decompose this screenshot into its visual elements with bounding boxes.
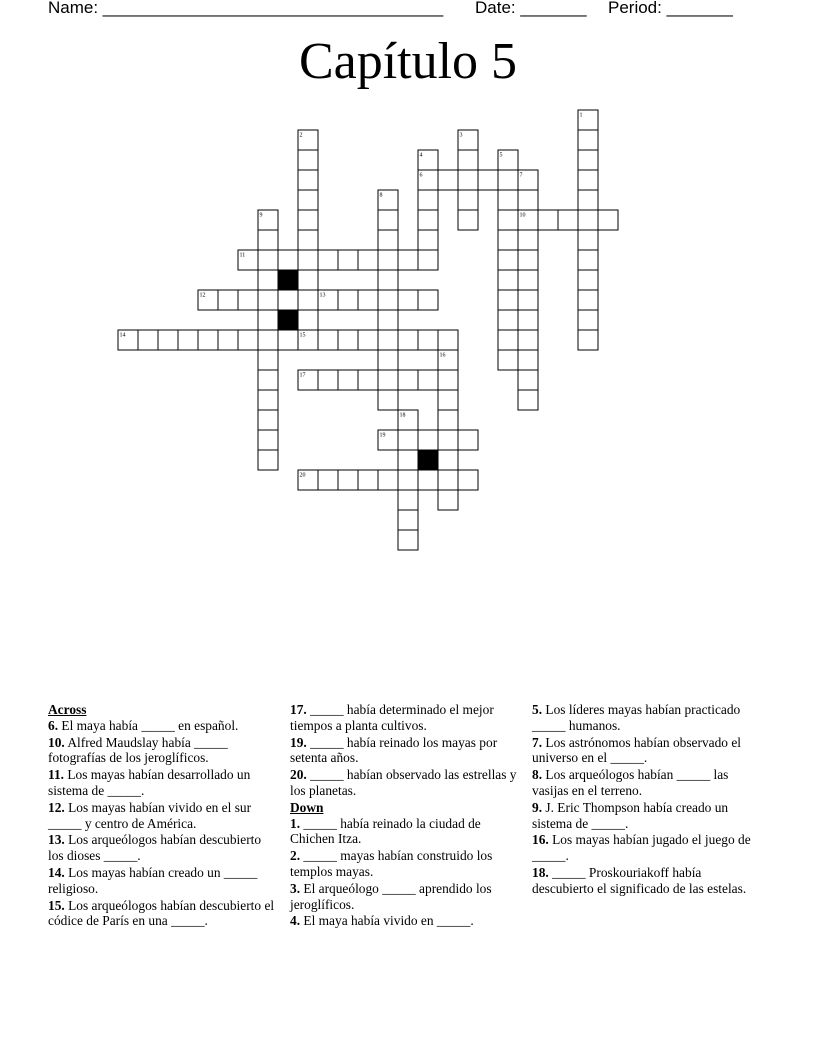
clue-number: 19. [290, 734, 307, 750]
crossword-cell[interactable] [338, 330, 358, 350]
crossword-cell[interactable] [418, 150, 438, 170]
crossword-cell[interactable] [258, 330, 278, 350]
crossword-cell[interactable] [298, 270, 318, 290]
clue-text: _____ había reinado los mayas por setenta años. [290, 734, 498, 766]
cell-number: 18 [399, 412, 406, 419]
crossword-cell[interactable] [498, 170, 518, 190]
crossword-cell[interactable] [258, 250, 278, 270]
cell-number: 9 [259, 212, 263, 219]
crossword-cell[interactable] [338, 250, 358, 270]
crossword-cell[interactable] [498, 150, 518, 170]
crossword-cell[interactable] [398, 430, 418, 450]
crossword-cell[interactable] [498, 190, 518, 210]
crossword-cell[interactable] [398, 330, 418, 350]
clue-number: 6. [48, 717, 59, 733]
crossword-cell[interactable] [398, 370, 418, 390]
page-title: Capítulo 5 [298, 33, 518, 90]
crossword-cell[interactable] [578, 310, 598, 330]
crossword-cell[interactable] [378, 390, 398, 410]
crossword-cell[interactable] [518, 290, 538, 310]
clue-text: _____ había reinado la ciudad de Chichen Itza. [290, 815, 481, 847]
crossword-cell[interactable] [298, 470, 318, 490]
crossword-cell[interactable] [198, 290, 218, 310]
crossword-cell[interactable] [498, 250, 518, 270]
cell-number: 12 [199, 292, 206, 299]
clue-text: Los mayas habían jugado el juego de _____. [532, 832, 751, 864]
crossword-cell[interactable] [418, 370, 438, 390]
crossword-cell[interactable] [258, 370, 278, 390]
crossword-cell[interactable] [378, 210, 398, 230]
crossword-cell[interactable] [278, 250, 298, 270]
clue-number: 9. [532, 799, 543, 815]
down-clue-list-continued [532, 702, 764, 897]
clue-text: Los arqueólogos habían descubierto los dioses _____. [48, 832, 262, 864]
cell-number: 13 [319, 292, 326, 299]
crossword-cell[interactable] [298, 290, 318, 310]
clue-text: El maya había _____ en español. [58, 717, 239, 733]
crossword-cell[interactable] [258, 450, 278, 470]
clue-text: _____ Proskouriakoff había descubierto el significado de las estelas. [532, 864, 747, 896]
crossword-cell[interactable] [378, 430, 398, 450]
crossword-cell[interactable] [578, 290, 598, 310]
crossword-cell[interactable] [578, 190, 598, 210]
crossword-cell[interactable] [518, 350, 538, 370]
cell-number: 10 [519, 212, 526, 219]
crossword-cell[interactable] [278, 290, 298, 310]
crossword-cell[interactable] [298, 310, 318, 330]
clue-number: 18. [532, 864, 549, 880]
crossword-cell[interactable] [298, 370, 318, 390]
crossword-cell[interactable] [578, 130, 598, 150]
crossword-cell[interactable] [298, 330, 318, 350]
crossword-cell[interactable] [458, 470, 478, 490]
crossword-cell[interactable] [238, 330, 258, 350]
crossword-cell[interactable] [438, 350, 458, 370]
crossword-cell[interactable] [258, 290, 278, 310]
clue-number: 5. [532, 702, 543, 717]
clue-item [48, 865, 280, 897]
cell-number: 2 [299, 132, 303, 139]
crossword-cell[interactable] [438, 430, 458, 450]
crossword-cell[interactable] [518, 210, 538, 230]
cell-number: 3 [459, 132, 463, 139]
crossword-cell[interactable] [378, 310, 398, 330]
crossword-cell[interactable] [578, 170, 598, 190]
clue-text: Alfred Maudslay había _____ fotografías de los jeroglíficos. [48, 734, 228, 766]
crossword-cell[interactable] [378, 370, 398, 390]
crossword-cell[interactable] [518, 170, 538, 190]
crossword-cell[interactable] [458, 170, 478, 190]
cell-number: 11 [239, 252, 246, 259]
crossword-cell[interactable] [398, 510, 418, 530]
crossword-cell[interactable] [538, 210, 558, 230]
clue-text: Los líderes mayas habían practicado _____ humanos. [532, 702, 741, 733]
clue-number: 3. [290, 880, 301, 896]
crossword-cell[interactable] [298, 230, 318, 250]
crossword-cell[interactable] [398, 250, 418, 270]
crossword-cell[interactable] [398, 410, 418, 430]
crossword-cell[interactable] [378, 230, 398, 250]
student-info-header [48, 0, 768, 20]
crossword-cell[interactable] [438, 370, 458, 390]
date-field[interactable]: Date: _______ [475, 0, 587, 17]
clue-item [532, 865, 764, 897]
crossword-cell[interactable] [398, 290, 418, 310]
crossword-cell[interactable] [438, 170, 458, 190]
clue-number: 7. [532, 734, 543, 750]
crossword-cell[interactable] [578, 110, 598, 130]
down-heading: Down [290, 799, 324, 815]
cell-number: 19 [379, 432, 386, 439]
clue-text: Los astrónomos habían observado el universo en el _____. [532, 734, 742, 766]
crossword-cell[interactable] [378, 470, 398, 490]
black-square [278, 310, 298, 330]
clue-text: El arqueólogo _____ aprendido los jeroglíficos. [290, 880, 492, 912]
crossword-cell[interactable] [358, 330, 378, 350]
crossword-cell[interactable] [498, 310, 518, 330]
crossword-cell[interactable] [518, 230, 538, 250]
crossword-cell[interactable] [318, 250, 338, 270]
crossword-cell[interactable] [138, 330, 158, 350]
crossword-cell[interactable] [258, 230, 278, 250]
crossword-cell[interactable] [458, 130, 478, 150]
crossword-cell[interactable] [258, 410, 278, 430]
crossword-cell[interactable] [298, 210, 318, 230]
crossword-cell[interactable] [458, 210, 478, 230]
crossword-cell[interactable] [358, 370, 378, 390]
crossword-cell[interactable] [358, 470, 378, 490]
crossword-cell[interactable] [578, 150, 598, 170]
crossword-cell[interactable] [118, 330, 138, 350]
clue-number: 14. [48, 864, 65, 880]
clue-item [290, 881, 522, 913]
crossword-cell[interactable] [378, 190, 398, 210]
crossword-cell[interactable] [578, 210, 598, 230]
black-square [278, 270, 298, 290]
crossword-cell[interactable] [438, 330, 458, 350]
crossword-cell[interactable] [498, 290, 518, 310]
clue-number: 2. [290, 848, 301, 864]
crossword-cell[interactable] [518, 370, 538, 390]
cell-number: 14 [119, 332, 126, 339]
clue-text: El maya había vivido en _____. [300, 913, 474, 929]
crossword-cell[interactable] [398, 450, 418, 470]
clue-item [532, 767, 764, 799]
crossword-cell[interactable] [318, 370, 338, 390]
clues-column-2 [290, 702, 522, 930]
crossword-cell[interactable] [278, 330, 298, 350]
clue-text: _____ habían observado las estrellas y los planetas. [290, 767, 517, 798]
crossword-cell[interactable] [418, 330, 438, 350]
clue-item [48, 735, 280, 767]
cell-number: 15 [299, 332, 306, 339]
clue-text: Los arqueólogos habían _____ las vasijas en el terreno. [532, 767, 729, 798]
name-field[interactable]: Name: ____________________________________ [48, 0, 444, 17]
clue-item [290, 702, 522, 734]
cell-number: 7 [519, 172, 523, 179]
crossword-cell[interactable] [598, 210, 618, 230]
clue-number: 15. [48, 897, 65, 913]
clue-number: 1. [290, 815, 301, 831]
crossword-cell[interactable] [578, 330, 598, 350]
clue-number: 16. [532, 832, 549, 848]
crossword-cell[interactable] [418, 430, 438, 450]
crossword-cell[interactable] [338, 370, 358, 390]
crossword-cell[interactable] [318, 330, 338, 350]
across-clue-list [48, 718, 280, 929]
crossword-cell[interactable] [398, 490, 418, 510]
crossword-cell[interactable] [258, 430, 278, 450]
clue-text: Los mayas habían creado un _____ religioso. [48, 864, 258, 896]
crossword-cell[interactable] [458, 430, 478, 450]
crossword-cell[interactable] [298, 150, 318, 170]
clue-text: _____ había determinado el mejor tiempos a planta cultivos. [290, 702, 494, 733]
crossword-cell[interactable] [298, 250, 318, 270]
crossword-cell[interactable] [438, 470, 458, 490]
across-heading: Across [48, 702, 87, 717]
clue-item [290, 848, 522, 880]
crossword-cell[interactable] [498, 210, 518, 230]
crossword-cell[interactable] [478, 170, 498, 190]
crossword-cell[interactable] [398, 470, 418, 490]
crossword-cell[interactable] [418, 230, 438, 250]
clue-number: 17. [290, 702, 307, 717]
clues-column-1 [48, 702, 280, 930]
crossword-cell[interactable] [298, 130, 318, 150]
crossword-cell[interactable] [358, 290, 378, 310]
clue-number: 13. [48, 832, 65, 848]
crossword-cell[interactable] [578, 250, 598, 270]
crossword-cell[interactable] [418, 190, 438, 210]
crossword-cell[interactable] [298, 190, 318, 210]
crossword-cell[interactable] [378, 350, 398, 370]
clue-item [290, 816, 522, 848]
clue-item [48, 800, 280, 832]
crossword-cell[interactable] [378, 270, 398, 290]
crossword-cell[interactable] [498, 350, 518, 370]
clue-item [48, 767, 280, 799]
crossword-cell[interactable] [398, 530, 418, 550]
cell-number: 5 [499, 152, 503, 159]
clue-item [532, 702, 764, 734]
crossword-cell[interactable] [258, 390, 278, 410]
crossword-cell[interactable] [518, 270, 538, 290]
crossword-cell[interactable] [418, 170, 438, 190]
crossword-cell[interactable] [438, 450, 458, 470]
crossword-cell[interactable] [518, 250, 538, 270]
crossword-cell[interactable] [258, 310, 278, 330]
crossword-cell[interactable] [438, 390, 458, 410]
period-field[interactable]: Period: _______ [608, 0, 733, 17]
crossword-cell[interactable] [458, 190, 478, 210]
clue-item [532, 832, 764, 864]
crossword-cell[interactable] [258, 210, 278, 230]
crossword-cell[interactable] [418, 470, 438, 490]
clue-text: Los arqueólogos habían descubierto el códice de París en una _____. [48, 897, 275, 929]
crossword-cell[interactable] [318, 290, 338, 310]
crossword-cell[interactable] [298, 170, 318, 190]
cell-number: 20 [299, 472, 306, 479]
clue-text: Los mayas habían vivido en el sur _____ y centro de América. [48, 799, 252, 831]
crossword-cell[interactable] [318, 470, 338, 490]
clues-column-3 [532, 702, 764, 898]
crossword-cell[interactable] [238, 250, 258, 270]
crossword-cell[interactable] [578, 270, 598, 290]
crossword-cell[interactable] [158, 330, 178, 350]
crossword-cell[interactable] [218, 290, 238, 310]
crossword-cell[interactable] [198, 330, 218, 350]
clue-item [290, 767, 522, 799]
crossword-cell[interactable] [378, 250, 398, 270]
crossword-cell[interactable] [338, 470, 358, 490]
clue-number: 11. [48, 767, 64, 783]
crossword-cell[interactable] [378, 290, 398, 310]
clue-text: Los mayas habían desarrollado un sistema de _____. [48, 767, 251, 798]
cell-number: 1 [579, 112, 583, 119]
crossword-cell[interactable] [218, 330, 238, 350]
black-square [418, 450, 438, 470]
crossword-cell[interactable] [418, 250, 438, 270]
clue-item [48, 718, 280, 734]
crossword-cell[interactable] [178, 330, 198, 350]
down-clue-list [290, 816, 522, 930]
clue-number: 8. [532, 767, 543, 783]
crossword-cell[interactable] [498, 330, 518, 350]
clue-number: 12. [48, 799, 65, 815]
crossword-cell[interactable] [258, 350, 278, 370]
crossword-cell[interactable] [518, 190, 538, 210]
cell-number: 4 [419, 152, 423, 159]
crossword-cell[interactable] [438, 410, 458, 430]
clue-text: _____ mayas habían construido los templos mayas. [290, 848, 493, 879]
clue-item [532, 800, 764, 832]
clue-number: 10. [48, 734, 65, 750]
crossword-cell[interactable] [578, 230, 598, 250]
crossword-cell[interactable] [438, 490, 458, 510]
cell-number: 17 [299, 372, 306, 379]
cell-number: 6 [419, 172, 423, 179]
crossword-cell[interactable] [498, 230, 518, 250]
clue-item [290, 913, 522, 929]
clue-number: 20. [290, 767, 307, 783]
clue-number: 4. [290, 913, 301, 929]
clue-item [290, 735, 522, 767]
crossword-cell[interactable] [518, 390, 538, 410]
crossword-cell[interactable] [418, 210, 438, 230]
across-clue-list-continued [290, 702, 522, 799]
clue-item [48, 832, 280, 864]
crossword-cell[interactable] [558, 210, 578, 230]
clue-text: J. Eric Thompson había creado un sistema de _____. [532, 799, 729, 831]
crossword-cell[interactable] [518, 310, 538, 330]
crossword-cell[interactable] [358, 250, 378, 270]
clue-item [48, 898, 280, 930]
crossword-cell[interactable] [238, 290, 258, 310]
crossword-cell[interactable] [258, 270, 278, 290]
crossword-cell[interactable] [378, 330, 398, 350]
crossword-cell[interactable] [518, 330, 538, 350]
crossword-cell[interactable] [458, 150, 478, 170]
cell-number: 8 [379, 192, 383, 199]
crossword-cell[interactable] [418, 290, 438, 310]
crossword-cell[interactable] [338, 290, 358, 310]
cell-number: 16 [439, 352, 446, 359]
crossword-cell[interactable] [498, 270, 518, 290]
clue-item [532, 735, 764, 767]
